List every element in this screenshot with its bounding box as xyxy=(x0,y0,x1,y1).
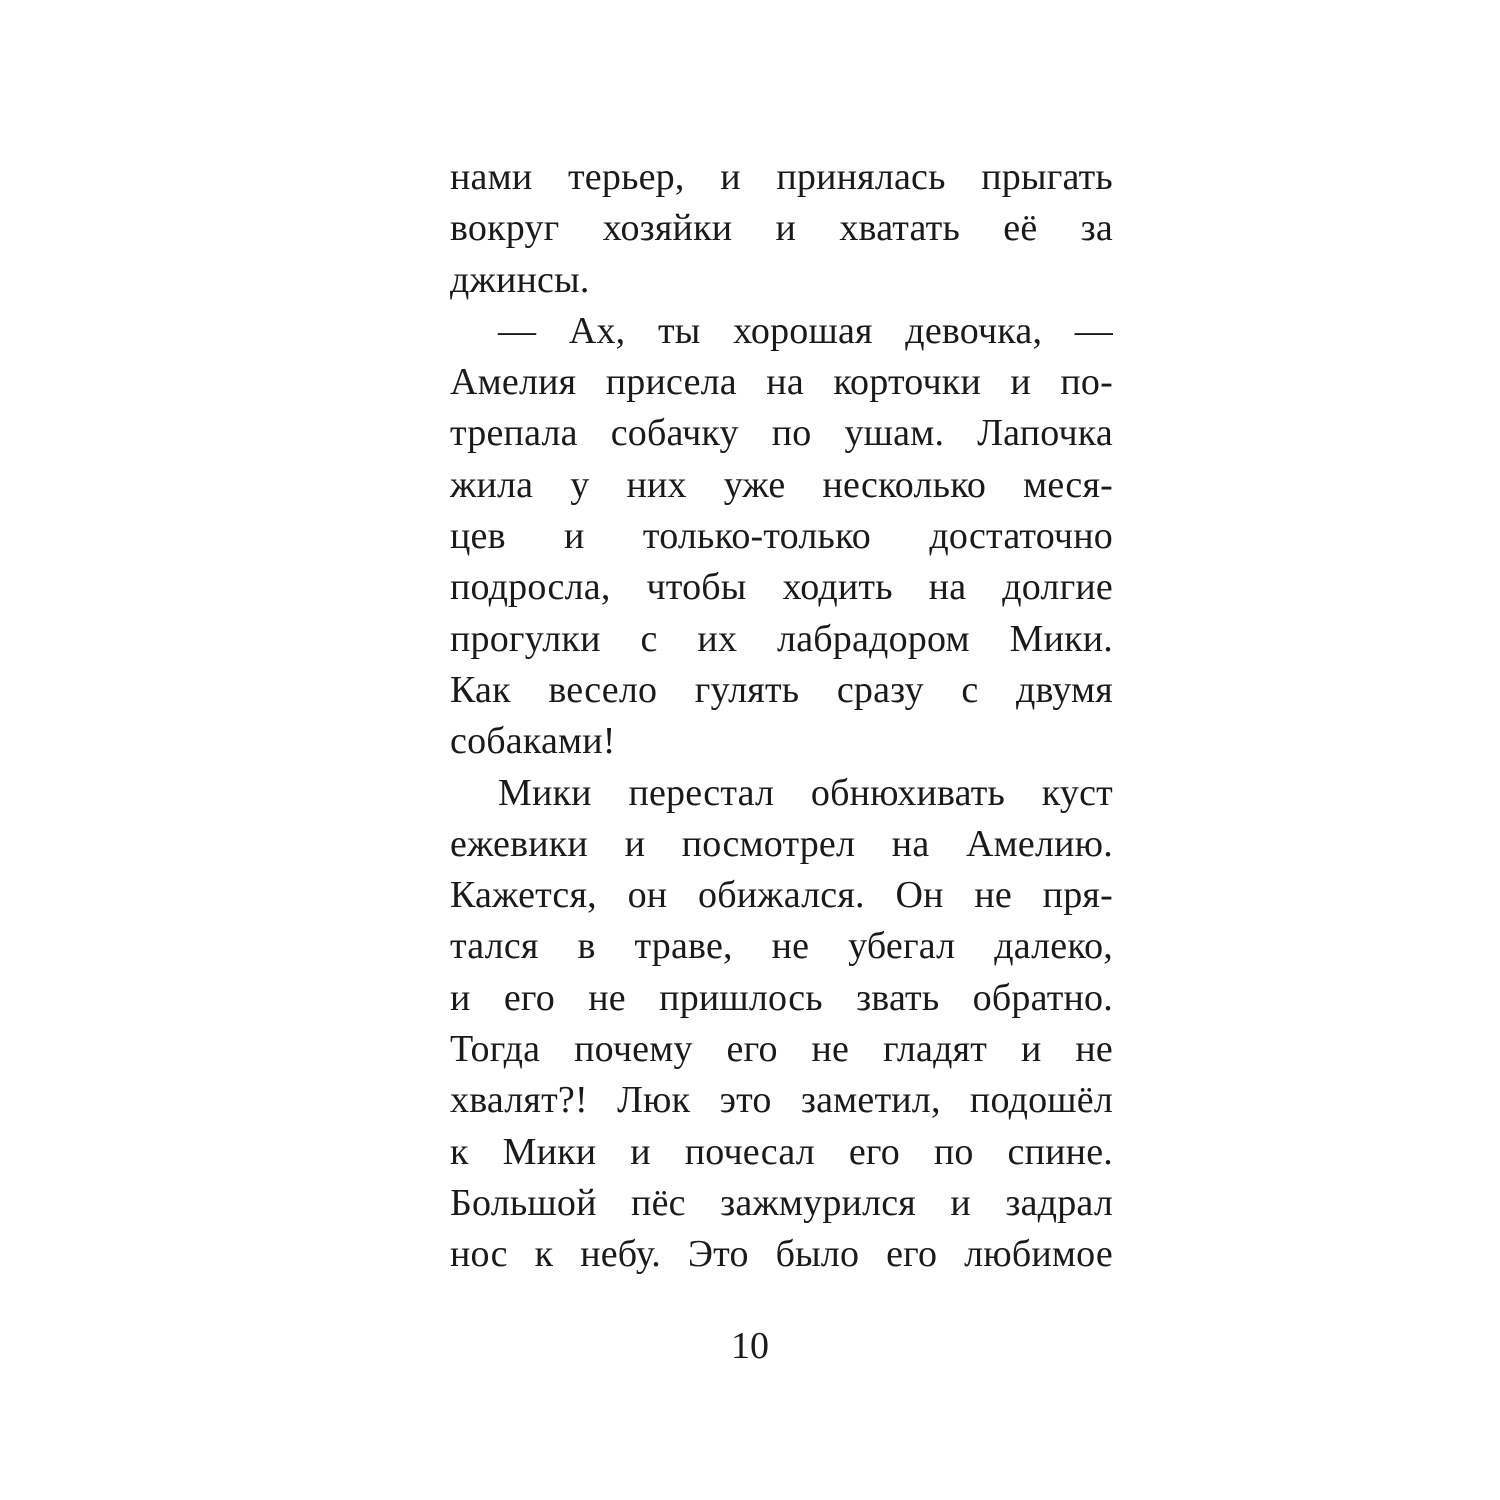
word: с xyxy=(640,617,658,660)
word: ты xyxy=(657,309,701,352)
word: пришлось xyxy=(659,976,823,1019)
word: и xyxy=(1020,1028,1042,1071)
text-line xyxy=(450,768,1113,819)
word: не xyxy=(1075,1028,1113,1071)
word: обнюхивать xyxy=(810,771,1006,814)
word: Мики xyxy=(498,771,592,814)
word: прыгать xyxy=(981,156,1113,198)
word: заметил, xyxy=(800,1079,941,1122)
word: гулять xyxy=(694,668,800,711)
word: он xyxy=(627,874,668,917)
word: это xyxy=(719,1079,772,1122)
word: нос xyxy=(450,1233,508,1276)
word: их xyxy=(697,617,738,660)
word: почему xyxy=(574,1028,693,1071)
text-line xyxy=(450,870,1113,921)
text-line xyxy=(450,306,1113,357)
text-line xyxy=(450,1229,1113,1280)
word: Тогда xyxy=(450,1028,541,1071)
word: Мики. xyxy=(1009,617,1113,660)
word: и xyxy=(775,207,797,250)
word: корточки xyxy=(833,361,981,404)
word: зажмурился xyxy=(720,1181,916,1224)
text-line xyxy=(450,255,1113,306)
word: — xyxy=(498,309,537,352)
word: за xyxy=(1080,207,1113,250)
word: не xyxy=(811,1028,850,1071)
word: почесал xyxy=(684,1130,815,1173)
word: принялась xyxy=(776,156,946,198)
page-number: 10 xyxy=(731,1325,769,1367)
word: девочка, xyxy=(905,309,1043,352)
word: терьер, xyxy=(568,156,685,198)
word: трепала xyxy=(450,412,578,455)
text-line xyxy=(450,665,1113,716)
word: хватать xyxy=(839,207,960,250)
word: обратно. xyxy=(972,976,1113,1019)
word: было xyxy=(775,1233,860,1276)
word: обижался. xyxy=(698,874,865,917)
word: них xyxy=(626,463,687,506)
word: несколько xyxy=(822,463,987,506)
word: вокруг xyxy=(450,207,560,250)
word: хвалят?! xyxy=(450,1079,588,1122)
word: прогулки xyxy=(450,617,601,660)
word: Мики xyxy=(502,1130,597,1173)
word: и xyxy=(450,976,471,1019)
text-line xyxy=(450,408,1113,459)
word: хорошая xyxy=(733,309,873,352)
text-line xyxy=(450,973,1113,1024)
word: весело xyxy=(548,668,658,711)
word: и xyxy=(720,156,741,198)
word: цев xyxy=(450,515,506,558)
word: звать xyxy=(856,976,940,1019)
text-line xyxy=(450,819,1113,870)
word: подошёл xyxy=(969,1079,1113,1122)
text-line xyxy=(450,1075,1113,1126)
word: её xyxy=(1003,207,1038,250)
word: ходить xyxy=(782,566,893,609)
word: джинсы. xyxy=(450,258,590,301)
word: Он xyxy=(895,874,944,917)
word: его xyxy=(848,1130,900,1173)
word: — xyxy=(1074,309,1113,352)
word: не xyxy=(974,874,1012,917)
word: лабрадором xyxy=(777,617,970,660)
word: ушам. xyxy=(844,412,945,455)
word: чтобы xyxy=(646,566,747,609)
word: спине. xyxy=(1007,1130,1113,1173)
word: по xyxy=(933,1130,974,1173)
word: жила xyxy=(450,463,534,506)
word: любимое xyxy=(964,1233,1113,1276)
word: у xyxy=(570,463,590,506)
word: к xyxy=(534,1233,554,1276)
word: достаточно xyxy=(929,515,1113,558)
word: его xyxy=(503,976,555,1019)
word: двумя xyxy=(1015,668,1113,711)
word: в xyxy=(577,925,596,968)
word: ежевики xyxy=(450,822,588,865)
word: собачку xyxy=(610,412,739,455)
word: меся- xyxy=(1023,463,1113,506)
word: по xyxy=(771,412,812,455)
text-line xyxy=(450,1024,1113,1075)
word: Кажется, xyxy=(450,874,597,917)
page-body xyxy=(450,152,1113,1281)
word: на xyxy=(891,822,930,865)
word: куст xyxy=(1041,771,1113,814)
word: сразу xyxy=(836,668,924,711)
word: Ах, xyxy=(568,309,626,352)
word: тался xyxy=(450,925,539,968)
word: и xyxy=(950,1181,971,1224)
word: подросла, xyxy=(450,566,611,609)
word: с xyxy=(961,668,979,711)
word: только-только xyxy=(642,515,872,558)
text-line xyxy=(450,921,1113,972)
word: его xyxy=(886,1233,938,1276)
word: собаками! xyxy=(450,720,616,763)
word: гладят xyxy=(882,1028,988,1071)
word: убегал xyxy=(848,925,956,968)
word: на xyxy=(766,361,804,404)
word: и xyxy=(624,822,646,865)
word: посмотрел xyxy=(681,822,856,865)
text-line xyxy=(450,152,1113,203)
word: задрал xyxy=(1005,1181,1113,1224)
word: Большой xyxy=(450,1181,597,1224)
word: пря- xyxy=(1042,874,1113,917)
word: по- xyxy=(1060,361,1113,404)
word: на xyxy=(928,566,967,609)
word: долгие xyxy=(1002,566,1113,609)
word: к xyxy=(450,1130,469,1173)
text-line xyxy=(450,1127,1113,1178)
word: Лапочка xyxy=(977,412,1113,455)
word: небу. xyxy=(580,1233,661,1276)
word: Амелия xyxy=(450,361,577,404)
text-line xyxy=(450,511,1113,562)
word: Это xyxy=(687,1233,749,1276)
word: пёс xyxy=(631,1181,686,1224)
word: Как xyxy=(450,668,511,711)
text-line xyxy=(450,203,1113,254)
word: не xyxy=(771,925,810,968)
word: его xyxy=(726,1028,778,1071)
word: хозяйки xyxy=(602,207,733,250)
word: и xyxy=(1010,361,1031,404)
text-line xyxy=(450,614,1113,665)
text-line xyxy=(450,716,1113,767)
word: траве, xyxy=(634,925,733,968)
word: и xyxy=(564,515,585,558)
word: Люк xyxy=(617,1079,691,1122)
word: уже xyxy=(723,463,786,506)
word: перестал xyxy=(628,771,775,814)
text-line xyxy=(450,460,1113,511)
word: и xyxy=(630,1130,651,1173)
word: далеко, xyxy=(994,925,1113,968)
text-line xyxy=(450,357,1113,408)
text-line xyxy=(450,562,1113,613)
text-line xyxy=(450,1178,1113,1229)
word: нами xyxy=(450,156,533,198)
word: присела xyxy=(605,361,737,404)
word: Амелию. xyxy=(966,822,1113,865)
word: не xyxy=(588,976,626,1019)
